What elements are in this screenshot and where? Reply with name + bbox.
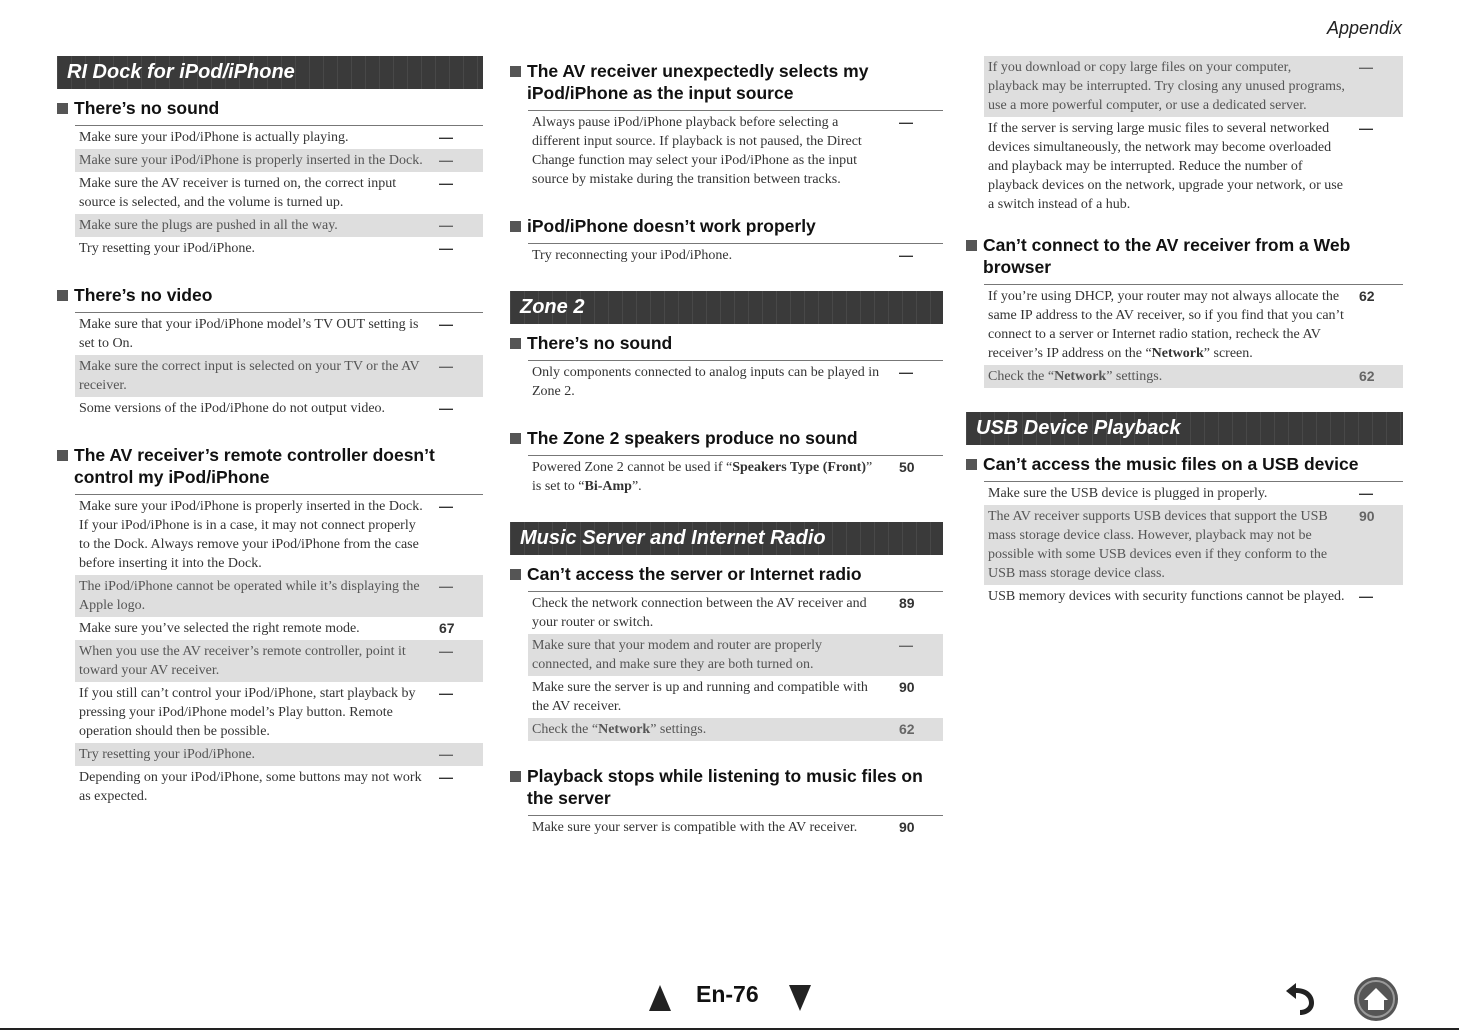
- solution-list: [528, 591, 943, 741]
- solution-list: [75, 125, 483, 260]
- solution-row: [75, 355, 483, 397]
- solution-list: [528, 455, 943, 498]
- page-reference: —: [439, 578, 453, 594]
- page-reference: —: [439, 129, 453, 145]
- square-bullet-icon: [966, 240, 977, 251]
- page-reference: —: [1359, 588, 1373, 604]
- solution-text: Make sure that your iPod/iPhone model’s TV OUT setting is set to On.: [79, 317, 419, 351]
- solution-text: Make sure that your modem and router are properly connected, and make sure they are both turned on.: [532, 638, 823, 672]
- solution-text: When you use the AV receiver’s remote controller, point it toward your AV receiver.: [79, 644, 406, 678]
- section-banner: Music Server and Internet Radio: [510, 522, 943, 555]
- solution-list: [528, 815, 943, 839]
- solution-text: Make sure the AV receiver is turned on, the correct input source is selected, and the volume is turned up.: [79, 176, 397, 210]
- page-reference: —: [899, 364, 913, 380]
- solution-text: The AV receiver supports USB devices that support the USB mass storage device class. However, playback may not be possible with some USB devices even if they conform to the USB mass storage device class.: [988, 509, 1328, 581]
- solution-row: [75, 237, 483, 260]
- solution-text: Some versions of the iPod/iPhone do not output video.: [79, 401, 386, 416]
- solution-text: Only components connected to analog inputs can be played in Zone 2.: [532, 365, 880, 399]
- solution-list: [984, 284, 1403, 388]
- page-reference: —: [439, 769, 453, 785]
- solution-row: [75, 149, 483, 172]
- solution-row: [75, 126, 483, 149]
- problem-heading: [510, 60, 943, 104]
- square-bullet-icon: [510, 221, 521, 232]
- page-reference: —: [1359, 120, 1373, 136]
- solution-list: [528, 360, 943, 403]
- solution-row: [75, 640, 483, 682]
- solution-text: Check the “Network” settings.: [988, 369, 1163, 384]
- column-1: [57, 56, 483, 832]
- page-reference: —: [439, 217, 453, 233]
- solution-row: [984, 285, 1403, 365]
- square-bullet-icon: [57, 290, 68, 301]
- solution-text: Powered Zone 2 cannot be used if “Speakers Type (Front)” is set to “Bi-Amp”.: [532, 460, 873, 494]
- solution-row: [75, 397, 483, 420]
- page-reference[interactable]: 67: [439, 620, 455, 636]
- solution-text: Check the “Network” settings.: [532, 722, 707, 737]
- heading-text: iPod/iPhone doesn’t work properly: [527, 216, 816, 236]
- heading-text: Can’t access the server or Internet radio: [527, 564, 862, 584]
- solution-list: [528, 110, 943, 191]
- page-reference: —: [439, 316, 453, 332]
- problem-heading: [510, 215, 943, 237]
- solution-list: [75, 494, 483, 808]
- heading-text: There’s no sound: [74, 98, 220, 118]
- solution-text: Make sure the correct input is selected on your TV or the AV receiver.: [79, 359, 420, 393]
- page-reference[interactable]: 62: [1359, 368, 1375, 384]
- square-bullet-icon: [966, 459, 977, 470]
- square-bullet-icon: [510, 66, 521, 77]
- heading-text: Can’t access the music files on a USB device: [983, 454, 1359, 474]
- solution-text: Try resetting your iPod/iPhone.: [79, 747, 256, 762]
- problem-heading: [510, 427, 943, 449]
- problem-heading: [57, 444, 483, 488]
- section-banner: Zone 2: [510, 291, 943, 324]
- page-reference[interactable]: 89: [899, 595, 915, 611]
- solution-list: [528, 243, 943, 267]
- solution-text: Make sure your server is compatible with the AV receiver.: [532, 820, 858, 835]
- solution-text: Depending on your iPod/iPhone, some buttons may not work as expected.: [79, 770, 422, 804]
- square-bullet-icon: [57, 450, 68, 461]
- page-reference[interactable]: 62: [899, 721, 915, 737]
- home-icon[interactable]: [1352, 975, 1400, 1023]
- column-2: [510, 56, 943, 863]
- solution-row: [984, 505, 1403, 585]
- solution-row: [75, 313, 483, 355]
- solution-row: [528, 361, 943, 403]
- problem-heading: [966, 453, 1403, 475]
- solution-text: Try reconnecting your iPod/iPhone.: [532, 248, 733, 263]
- solution-row: [75, 214, 483, 237]
- solution-text: If you’re using DHCP, your router may not always allocate the same IP address to the AV receiver, so if you find that you can’t connect to a server or Internet radio station, recheck the AV receiver’s IP address on the “Network” screen.: [988, 289, 1344, 361]
- solution-row: [528, 634, 943, 676]
- page-reference: —: [1359, 485, 1373, 501]
- square-bullet-icon: [57, 103, 68, 114]
- page-reference: —: [439, 746, 453, 762]
- square-bullet-icon: [510, 433, 521, 444]
- square-bullet-icon: [510, 771, 521, 782]
- solution-text: USB memory devices with security functions cannot be played.: [988, 589, 1345, 604]
- solution-list: [75, 312, 483, 420]
- solution-text: Make sure the plugs are pushed in all the way.: [79, 218, 338, 233]
- page-reference: —: [899, 247, 913, 263]
- solution-row: [528, 592, 943, 634]
- problem-heading: [510, 332, 943, 354]
- problem-heading: [510, 563, 943, 585]
- solution-row: [528, 816, 943, 839]
- solution-text: If the server is serving large music files to several networked devices simultaneously, the network may become overloaded and playback may be interrupted. Reduce the number of playback devices on the network, upgrade your network, or use a switch instead of a hub.: [988, 121, 1343, 212]
- page-reference[interactable]: 50: [899, 459, 915, 475]
- solution-text: Always pause iPod/iPhone playback before selecting a different input source. If playback is not paused, the Direct Change function may select your iPod/iPhone as the input source by mistake during the transition between tracks.: [532, 115, 862, 187]
- next-page-icon[interactable]: [789, 985, 811, 1011]
- problem-heading: [966, 234, 1403, 278]
- heading-text: Can’t connect to the AV receiver from a Web browser: [983, 235, 1351, 277]
- page-reference[interactable]: 90: [899, 679, 915, 695]
- solution-row: [984, 585, 1403, 608]
- heading-text: The AV receiver’s remote controller doesn’t control my iPod/iPhone: [74, 445, 435, 487]
- page-reference: —: [439, 498, 453, 514]
- previous-page-icon[interactable]: [649, 985, 671, 1011]
- solution-list: [984, 481, 1403, 608]
- solution-row: [984, 482, 1403, 505]
- page-reference: —: [439, 400, 453, 416]
- solution-row: [528, 111, 943, 191]
- back-arrow-icon[interactable]: [1280, 977, 1320, 1017]
- solution-text: Make sure your iPod/iPhone is properly inserted in the Dock. If your iPod/iPhone is in a case, it may not connect properly to the Dock. Always remove your iPod/iPhone from the case before inserting it into the Dock.: [79, 499, 423, 571]
- page-bottom-rule: [0, 1028, 1459, 1030]
- problem-heading: [510, 765, 943, 809]
- solution-row: [75, 575, 483, 617]
- solution-text: Check the network connection between the AV receiver and your router or switch.: [532, 596, 867, 630]
- page-reference[interactable]: 90: [1359, 508, 1375, 524]
- solution-text: The iPod/iPhone cannot be operated while it’s displaying the Apple logo.: [79, 579, 420, 613]
- problem-heading: [57, 284, 483, 306]
- page-reference[interactable]: 90: [899, 819, 915, 835]
- page-reference: —: [439, 685, 453, 701]
- solution-row: [75, 682, 483, 743]
- heading-text: The Zone 2 speakers produce no sound: [527, 428, 858, 448]
- heading-text: The AV receiver unexpectedly selects my iPod/iPhone as the input source: [527, 61, 869, 103]
- page-reference: —: [439, 643, 453, 659]
- heading-text: Playback stops while listening to music files on the server: [527, 766, 923, 808]
- page-reference: —: [1359, 59, 1373, 75]
- solution-row: [984, 56, 1403, 117]
- section-banner: USB Device Playback: [966, 412, 1403, 445]
- square-bullet-icon: [510, 338, 521, 349]
- column-3: [966, 56, 1403, 632]
- heading-text: There’s no sound: [527, 333, 673, 353]
- solution-text: Make sure you’ve selected the right remote mode.: [79, 621, 360, 636]
- page-reference: —: [439, 152, 453, 168]
- page-reference[interactable]: 62: [1359, 288, 1375, 304]
- solution-text: Make sure your iPod/iPhone is actually playing.: [79, 130, 349, 145]
- page-number: En-76: [696, 981, 759, 1007]
- solution-row: [528, 244, 943, 267]
- solution-text: If you still can’t control your iPod/iPhone, start playback by pressing your iPod/iPhone model’s Play button. Remote operation should then be possible.: [79, 686, 416, 739]
- square-bullet-icon: [510, 569, 521, 580]
- section-banner: RI Dock for iPod/iPhone: [57, 56, 483, 89]
- page-reference: —: [899, 637, 913, 653]
- solution-row: [528, 456, 943, 498]
- footer-nav: [0, 975, 1459, 1015]
- heading-text: There’s no video: [74, 285, 213, 305]
- solution-text: Try resetting your iPod/iPhone.: [79, 241, 256, 256]
- solution-row: [75, 495, 483, 575]
- solution-text: Make sure your iPod/iPhone is properly inserted in the Dock.: [79, 153, 423, 168]
- page-reference: —: [439, 175, 453, 191]
- problem-heading: [57, 97, 483, 119]
- solution-text: If you download or copy large files on your computer, playback may be interrupted. Try closing any unused programs, use a more powerful computer, or use a dedicated server.: [988, 60, 1345, 113]
- section-label: Appendix: [1326, 18, 1402, 38]
- solution-row: [528, 718, 943, 741]
- page-reference: —: [899, 114, 913, 130]
- solution-row: [75, 172, 483, 214]
- page-reference: —: [439, 240, 453, 256]
- solution-row: [75, 617, 483, 640]
- solution-list: [984, 56, 1403, 216]
- solution-row: [528, 676, 943, 718]
- solution-text: Make sure the USB device is plugged in properly.: [988, 486, 1268, 501]
- solution-row: [984, 117, 1403, 216]
- page-reference: —: [439, 358, 453, 374]
- solution-text: Make sure the server is up and running and compatible with the AV receiver.: [532, 680, 868, 714]
- solution-row: [75, 743, 483, 766]
- solution-row: [984, 365, 1403, 388]
- solution-row: [75, 766, 483, 808]
